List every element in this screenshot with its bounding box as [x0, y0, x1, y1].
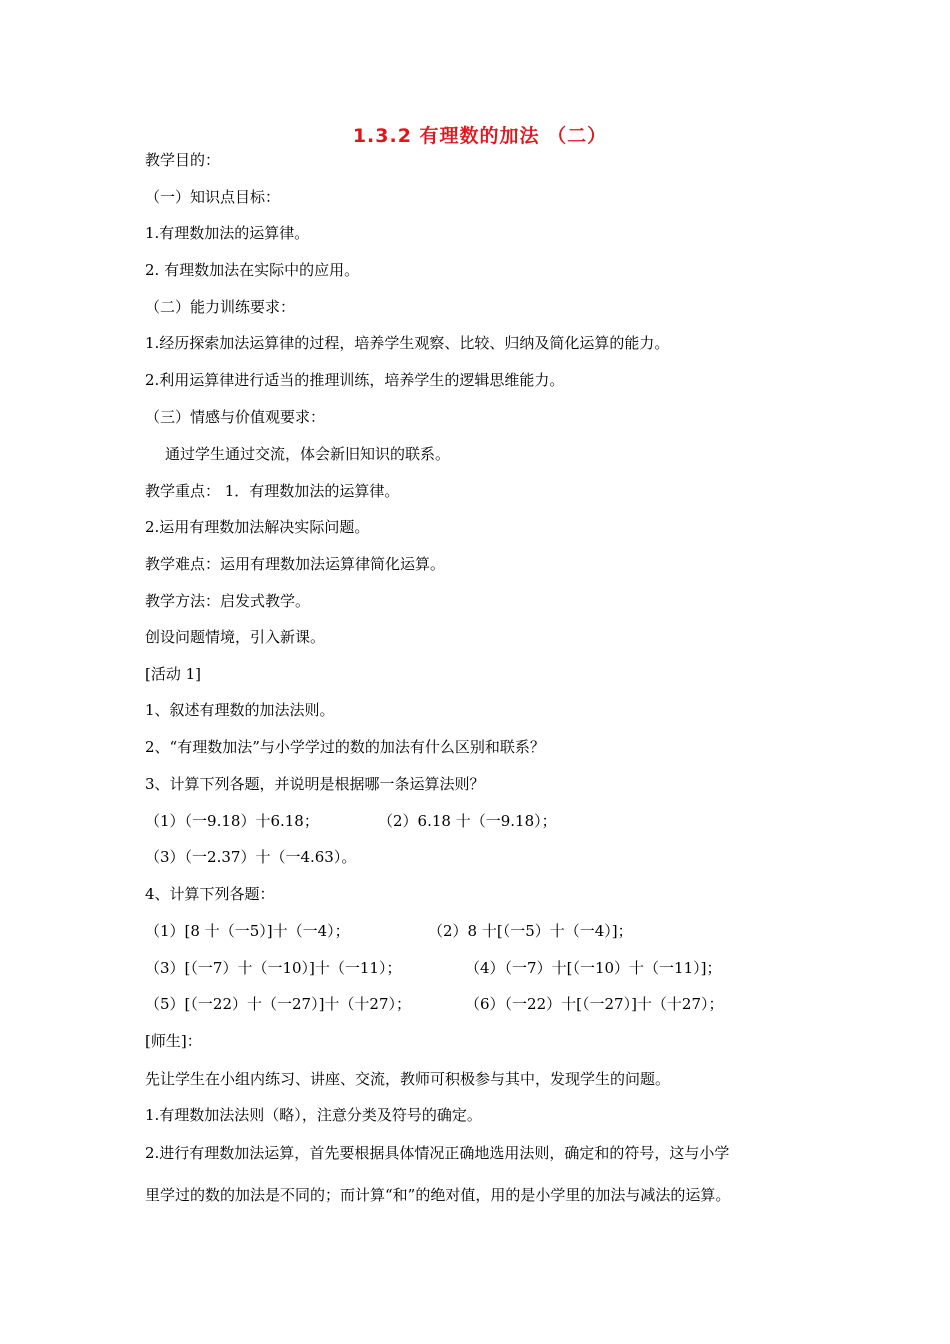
paragraph: 2. 有理数加法在实际中的应用。 — [145, 261, 360, 279]
question: 1、叙述有理数的加法法则。 — [145, 701, 335, 719]
paragraph: 1.经历探索加法运算律的过程，培养学生观察、比较、归纳及简化运算的能力。 — [145, 334, 670, 352]
exercise-item: （5）[（一22）十（一27）]十（十27）； — [145, 995, 412, 1013]
question: 4、计算下列各题： — [145, 885, 275, 903]
section-heading: 教学目的： — [145, 151, 221, 169]
paragraph: 教学难点：运用有理数加法运算律简化运算。 — [145, 555, 446, 573]
paragraph: 创设问题情境，引入新课。 — [145, 628, 326, 646]
subsection-heading: （一）知识点目标： — [145, 188, 281, 206]
paragraph: 2.进行有理数加法运算，首先要根据具体情况正确地选用法则，确定和的符号，这与小学 — [145, 1144, 730, 1162]
paragraph: 2.利用运算律进行适当的推理训练，培养学生的逻辑思维能力。 — [145, 371, 565, 389]
exercise-item: （3）[（一7）十（一10）]十（一11）； — [145, 959, 402, 977]
subsection-heading: （二）能力训练要求： — [145, 298, 296, 316]
exercise-item: （2）6.18 十（一9.18）； — [378, 812, 557, 830]
paragraph: 通过学生通过交流，体会新旧知识的联系。 — [165, 445, 451, 463]
paragraph: 2.运用有理数加法解决实际问题。 — [145, 518, 370, 536]
exercise-item: （4）（一7）十[（一10）十（一11）]； — [465, 959, 722, 977]
document-title: 1.3.2 有理数的加法 （二） — [352, 125, 608, 147]
paragraph: 1.有理数加法法则（略），注意分类及符号的确定。 — [145, 1106, 482, 1124]
subsection-heading: （三）情感与价值观要求： — [145, 408, 326, 426]
activity-label: [活动 1] — [145, 665, 202, 683]
exercise-item: （1）[8 十（一5）]十（一4）； — [145, 922, 350, 940]
paragraph: 教学方法：启发式教学。 — [145, 592, 311, 610]
paragraph: 教学重点： 1．有理数加法的运算律。 — [145, 482, 400, 500]
exercise-item: （6）（一22）十[（一27）]十（十27）； — [465, 995, 724, 1013]
question: 3、计算下列各题，并说明是根据哪一条运算法则？ — [145, 775, 485, 793]
document-page — [145, 0, 815, 1344]
exercise-item: （2）8 十[（一5）十（一4）]； — [428, 922, 633, 940]
teacher-student-label: [师生]： — [145, 1032, 202, 1050]
paragraph: 先让学生在小组内练习、讲座、交流，教师可积极参与其中，发现学生的问题。 — [145, 1070, 671, 1088]
paragraph: 1.有理数加法的运算律。 — [145, 224, 310, 242]
question: 2、“有理数加法”与小学学过的数的加法有什么区别和联系？ — [145, 738, 545, 756]
paragraph: 里学过的数的加法是不同的；而计算“和”的绝对值，用的是小学里的加法与减法的运算。 — [145, 1186, 731, 1204]
exercise-item: （3）（一2.37）十（一4.63）。 — [145, 848, 357, 866]
exercise-item: （1）（一9.18）十6.18； — [145, 812, 319, 830]
